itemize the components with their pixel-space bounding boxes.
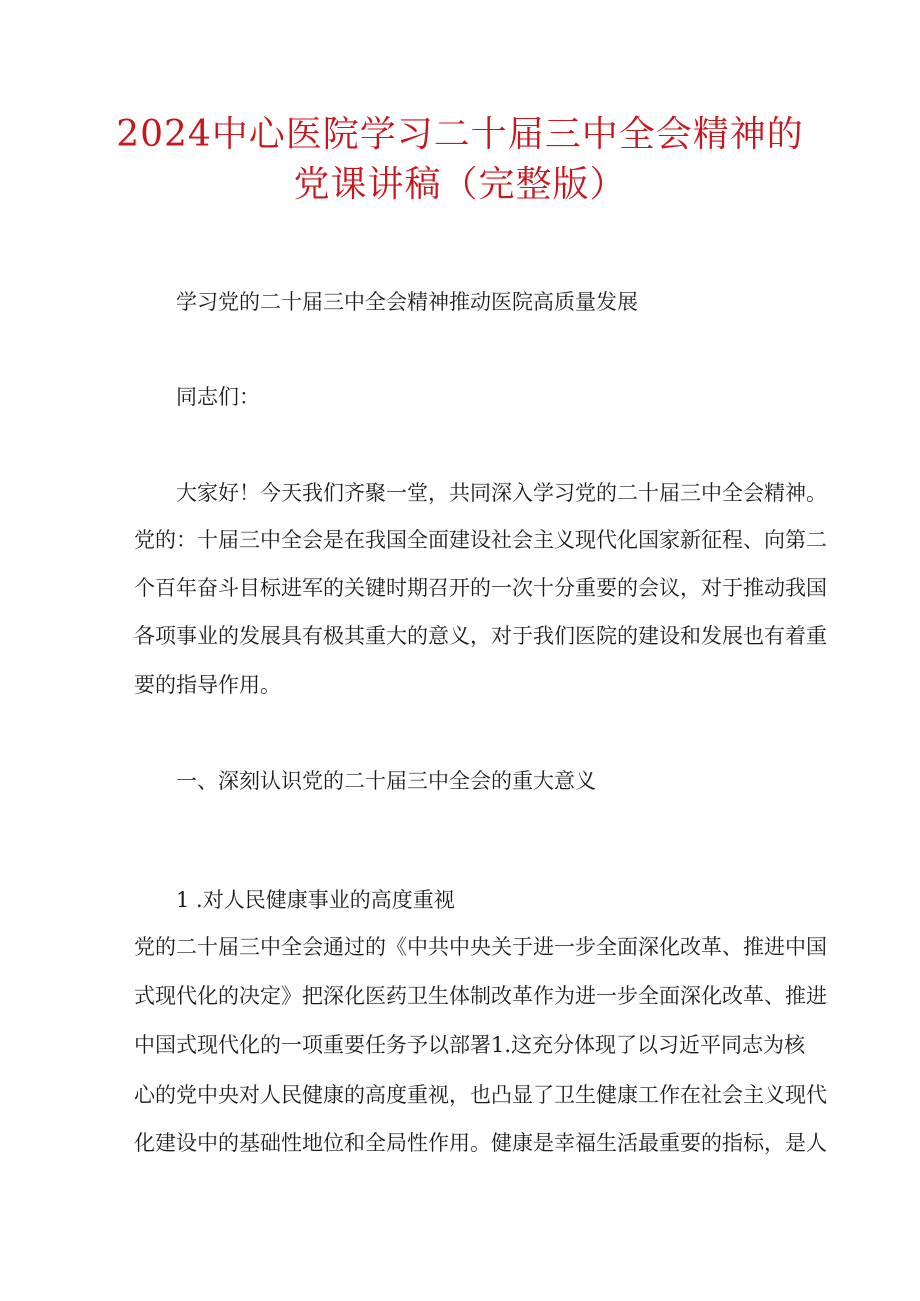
document-title-line-1: 2024中心医院学习二十届三中全会精神的: [116, 114, 804, 155]
document-title-line-2: 党课讲稿（完整版）: [293, 164, 627, 205]
intro-line: 大家好！今天我们齐聚一堂，共同深入学习党的二十届三中全会精神。: [176, 481, 827, 505]
intro-line: 党的：十届三中全会是在我国全面建设社会主义现代化国家新征程、向第二: [134, 528, 827, 552]
body-line: 党的二十届三中全会通过的《中共中央关于进一步全面深化改革、推进中国: [134, 935, 827, 959]
subsection-heading: 1 .对人民健康事业的高度重视: [176, 888, 455, 912]
intro-line: 要的指导作用。: [134, 673, 281, 697]
intro-line: 各项事业的发展具有极其重大的意义，对于我们医院的建设和发展也有着重: [134, 624, 827, 648]
body-line: 式现代化的决定》把深化医药卫生体制改革作为进一步全面深化改革、推进: [134, 984, 827, 1008]
salutation: 同志们：: [176, 385, 260, 409]
intro-line: 个百年奋斗目标进军的关键时期召开的一次十分重要的会议，对于推动我国: [134, 576, 827, 600]
body-line: 化建设中的基础性地位和全局性作用。健康是幸福生活最重要的指标，是人: [134, 1131, 827, 1155]
section-heading: 一、深刻认识党的二十届三中全会的重大意义: [176, 769, 596, 793]
body-line: 中国式现代化的一项重要任务予以部署1.这充分体现了以习近平同志为核: [134, 1033, 806, 1057]
subtitle: 学习党的二十届三中全会精神推动医院高质量发展: [176, 290, 638, 314]
body-line: 心的党中央对人民健康的高度重视，也凸显了卫生健康工作在社会主义现代: [134, 1083, 827, 1107]
